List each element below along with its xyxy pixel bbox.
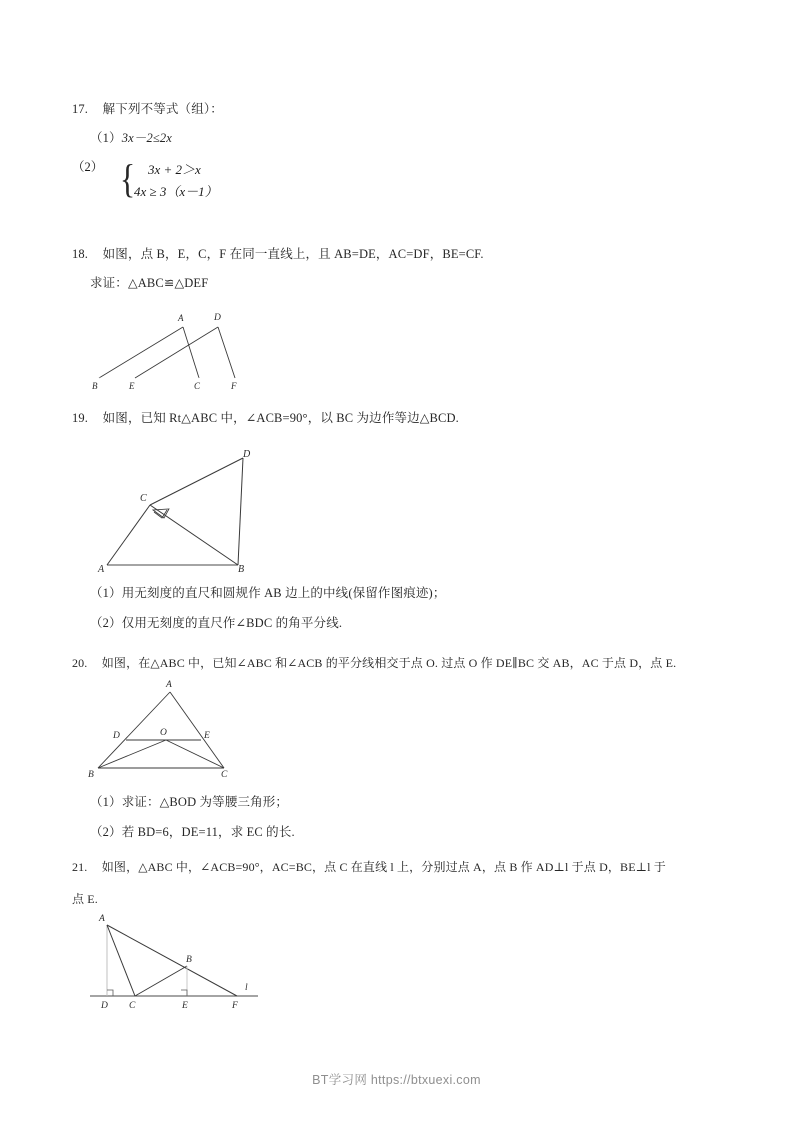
question-19-part-1 bbox=[72, 584, 732, 603]
question-18-part-1-text: △ABC≌△DEF bbox=[127, 276, 209, 291]
figure-18-label-C: C bbox=[194, 381, 201, 391]
figure-19-label-A: A bbox=[98, 564, 105, 574]
question-17-number: 17. bbox=[72, 102, 89, 116]
question-21-stem-line-1 bbox=[72, 858, 732, 877]
question-21-stem-text-1: 如图，△ABC 中，∠ACB=90°，AC=BC，点 C 在直线 l 上，分别过点 A，点 B 作 AD⊥l 于点 D，BE⊥l 于 bbox=[101, 860, 666, 874]
figure-21-label-C: C bbox=[129, 1001, 136, 1011]
figure-18-label-B: B bbox=[92, 381, 98, 391]
question-19-part-1-text: 用无刻度的直尺和圆规作 AB 边上的中线(保留作图痕迹)； bbox=[121, 586, 446, 600]
question-19-stem bbox=[72, 409, 732, 428]
question-17-part-1 bbox=[72, 129, 732, 148]
figure-21-label-B: B bbox=[186, 955, 192, 965]
question-21 bbox=[72, 858, 732, 908]
figure-19-label-B: B bbox=[238, 564, 245, 574]
question-21-number: 21. bbox=[72, 860, 88, 874]
question-20-parts bbox=[72, 793, 732, 843]
question-17-part-1-text: 3x－2≤2x bbox=[121, 131, 172, 146]
system-brace-icon: { bbox=[119, 155, 136, 201]
figure-21-label-D: D bbox=[101, 1001, 108, 1011]
figure-question-19 bbox=[96, 446, 266, 574]
figure-20-label-E: E bbox=[204, 731, 210, 741]
question-17-part-1-label: （1） bbox=[90, 131, 122, 146]
question-18-part-1-label: 求证： bbox=[90, 276, 128, 291]
question-18-stem bbox=[72, 245, 732, 264]
figure-19-label-C: C bbox=[140, 493, 147, 504]
question-20-part-2-label: （2） bbox=[90, 825, 122, 840]
question-20-number: 20. bbox=[72, 656, 88, 670]
figure-18-label-A: A bbox=[178, 313, 184, 323]
figure-20-label-A: A bbox=[166, 680, 172, 690]
question-19-stem-text: 如图，已知 Rt△ABC 中，∠ACB=90°，以 BC 为边作等边△BCD. bbox=[102, 411, 459, 425]
question-17-system-row-1: 3x + 2＞x bbox=[148, 161, 201, 177]
figure-20-label-O: O bbox=[160, 728, 167, 738]
figure-18-label-E: E bbox=[129, 381, 135, 391]
question-17-stem-text: 解下列不等式（组）： bbox=[102, 102, 223, 116]
figure-21-label-A: A bbox=[99, 914, 105, 924]
question-20-part-2 bbox=[72, 823, 732, 842]
question-21-stem-text-2: 点 E. bbox=[72, 891, 98, 906]
figure-question-18 bbox=[86, 306, 266, 394]
figure-20-label-B: B bbox=[88, 770, 94, 780]
question-20-part-1-label: （1） bbox=[90, 795, 122, 809]
question-19-part-2-text: 仅用无刻度的直尺作∠BDC 的角平分线. bbox=[121, 616, 343, 631]
question-20-part-1 bbox=[72, 793, 732, 812]
figure-21-label-F: F bbox=[232, 1001, 238, 1011]
question-19-part-1-label: （1） bbox=[90, 586, 122, 600]
figure-20-label-D: D bbox=[113, 731, 120, 741]
question-19 bbox=[72, 409, 732, 428]
question-20-part-1-text: 求证：△BOD 为等腰三角形； bbox=[121, 795, 289, 809]
figure-18-label-F: F bbox=[231, 381, 237, 391]
question-17-system-row-2: 4x ≥ 3（x－1） bbox=[134, 183, 218, 199]
question-18 bbox=[72, 245, 732, 294]
question-18-stem-text: 如图，点 B，E，C，F 在同一直线上，且 AB=DE，AC=DF，BE=CF. bbox=[102, 247, 484, 261]
question-19-number: 19. bbox=[72, 411, 89, 425]
figure-question-20 bbox=[84, 676, 254, 782]
question-17-part-2 bbox=[72, 155, 732, 203]
question-17-stem bbox=[72, 100, 732, 119]
question-17 bbox=[72, 100, 732, 203]
question-19-part-2 bbox=[72, 614, 732, 633]
question-19-parts bbox=[72, 584, 732, 634]
question-18-number: 18. bbox=[72, 247, 89, 261]
question-20 bbox=[72, 654, 732, 673]
question-20-stem-text: 如图，在△ABC 中，已知∠ABC 和∠ACB 的平分线相交于点 O. 过点 O 作 DE∥BC 交 AB，AC 于点 D，点 E. bbox=[101, 656, 677, 670]
figure-21-label-line-l: l bbox=[245, 983, 248, 993]
footer-watermark: BT学习网 https://btxuexi.com bbox=[312, 1073, 481, 1087]
figure-question-21 bbox=[86, 908, 266, 1012]
question-21-stem-line-2 bbox=[72, 890, 732, 909]
figure-20-label-C: C bbox=[221, 770, 228, 780]
figure-19-label-D: D bbox=[243, 449, 251, 460]
question-19-part-2-label: （2） bbox=[90, 616, 122, 631]
question-17-part-2-label: （2） bbox=[72, 159, 104, 174]
question-18-part-1 bbox=[72, 274, 732, 293]
question-20-part-2-text: 若 BD=6，DE=11，求 EC 的长. bbox=[121, 825, 295, 840]
question-20-stem bbox=[72, 654, 732, 673]
figure-21-label-E: E bbox=[182, 1001, 188, 1011]
figure-18-label-D: D bbox=[214, 313, 221, 323]
